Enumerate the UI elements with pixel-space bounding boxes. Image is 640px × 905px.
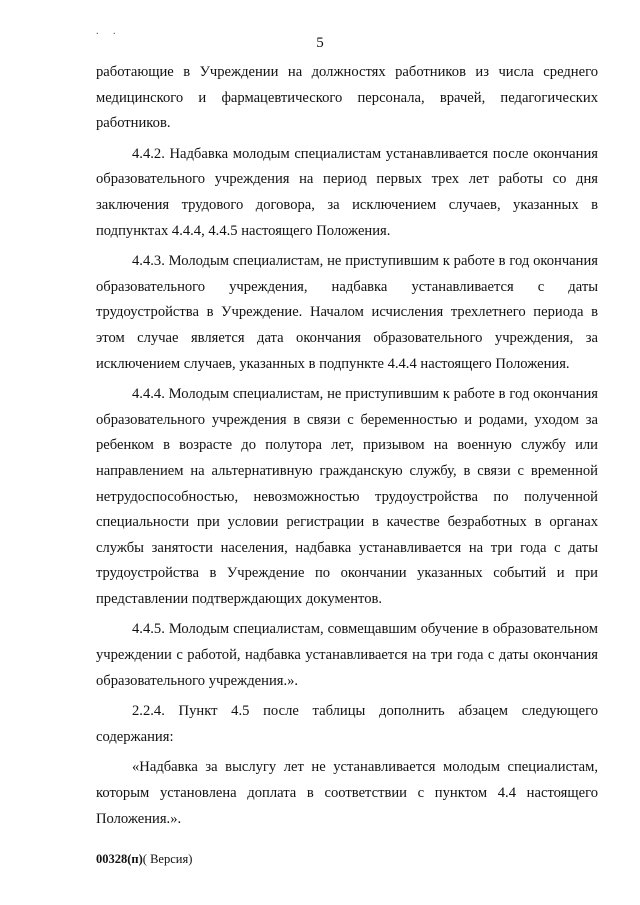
footer-version: ( Версия): [142, 852, 193, 866]
scan-mark: . .: [96, 26, 122, 37]
document-body: [96, 60, 598, 832]
paragraph-4-4-4: 4.4.4. Молодым специалистам, не приступившим к работе в год окончания образовательного учреждения в связи с беременностью и родами, уходом за ребенком в возрасте до полутора лет, призывом на военную службу или направлением на альтернативную гражданскую службу, в связи с временной нетрудоспособностью, невозможностью трудоустройства по полученной специальности при условии регистрации в качестве безработных в органах службы занятости населения, надбавка устанавливается на три года с даты трудоустройства в Учреждение по окончании указанных событий и при представлении подтверждающих документов.: [96, 386, 598, 607]
footer-code: 00328(п): [96, 852, 143, 866]
page-number: 5: [316, 35, 324, 51]
paragraph-quote: «Надбавка за выслугу лет не устанавливается молодым специалистам, которым установлена доплата в соответствии с пунктом 4.4 настоящего Положения.».: [96, 759, 598, 827]
paragraph-4-4-3: 4.4.3. Молодым специалистам, не приступившим к работе в год окончания образовательного учреждения, надбавка устанавливается с даты трудоустройства в Учреждение. Началом исчисления трехлетнего периода в этом случае является дата окончания образовательного учреждения, за исключением случаев, указанных в подпункте 4.4.4 настоящего Положения.: [96, 253, 598, 372]
paragraph-continuation: работающие в Учреждении на должностях работников из числа среднего медицинского и фармацевтического персонала, врачей, педагогических работников.: [96, 64, 598, 132]
footer-document-code: [96, 852, 192, 867]
paragraph-4-4-5: 4.4.5. Молодым специалистам, совмещавшим обучение в образовательном учреждении с работой, надбавка устанавливается на три года с даты окончания образовательного учреждения.».: [96, 621, 598, 689]
paragraph-4-4-2: 4.4.2. Надбавка молодым специалистам устанавливается после окончания образовательного учреждения на период первых трех лет работы со дня заключения трудового договора, за исключением случаев, указанных в подпунктах 4.4.4, 4.4.5 настоящего Положения.: [96, 145, 598, 239]
paragraph-2-2-4: 2.2.4. Пункт 4.5 после таблицы дополнить абзацем следующего содержания:: [96, 703, 598, 745]
